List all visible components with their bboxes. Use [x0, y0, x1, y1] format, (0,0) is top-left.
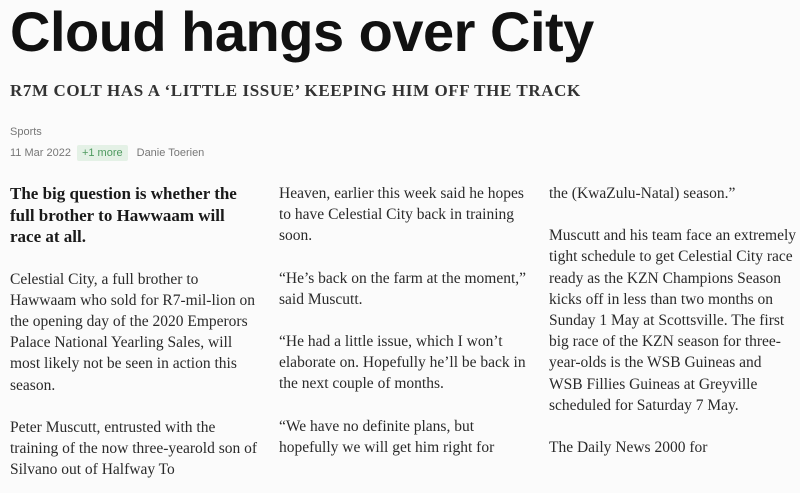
publish-date: 11 Mar 2022 [10, 147, 71, 159]
article-column-2 [279, 183, 529, 479]
headline: Cloud hangs over City [10, 0, 594, 63]
body-paragraph: “He’s back on the farm at the moment,” said Muscutt. [279, 269, 527, 308]
article-column-1 [10, 183, 260, 493]
body-paragraph: the (KwaZulu-Natal) season.” [549, 185, 736, 202]
body-paragraph: Heaven, earlier this week said he hopes to have Celestial City back in training soon. [279, 185, 524, 245]
lede-paragraph: The big question is whether the full brother to Hawwaam will race at all. [10, 184, 237, 246]
author-name[interactable]: Danie Toerien [136, 147, 205, 159]
body-paragraph: The Daily News 2000 for [549, 439, 708, 457]
article-meta [10, 145, 204, 161]
more-authors-badge[interactable]: +1 more [77, 145, 128, 161]
body-paragraph: Muscutt and his team face an extremely tight schedule to get Celestial City race ready as the KZN Champions Season kicks off in less than two months on Sunday 1 May at Scottsville. The first big race of the KZN season for three-year-olds is the WSB Guineas and WSB Fillies Guineas at Greyville scheduled for Saturday 7 May. [549, 227, 797, 414]
body-paragraph: Peter Muscutt, entrusted with the training of the now three-yearold son of Silvano out of Halfway To [10, 418, 258, 479]
section-link[interactable]: Sports [10, 126, 42, 138]
subheadline: R7M COLT HAS A ‘LITTLE ISSUE’ KEEPING HIM OFF THE TRACK [10, 81, 581, 100]
body-paragraph: “He had a little issue, which I won’t elaborate on. Hopefully he’ll be back in the next couple of months. [279, 333, 526, 393]
article-column-3 [549, 183, 797, 479]
body-paragraph: Celestial City, a full brother to Hawwaam who sold for R7-mil-lion on the opening day of the 2020 Emperors Palace National Yearling Sales, will most likely not be seen in action this season. [10, 270, 255, 394]
body-paragraph: “We have no definite plans, but hopefully we will get him right for [279, 417, 495, 456]
